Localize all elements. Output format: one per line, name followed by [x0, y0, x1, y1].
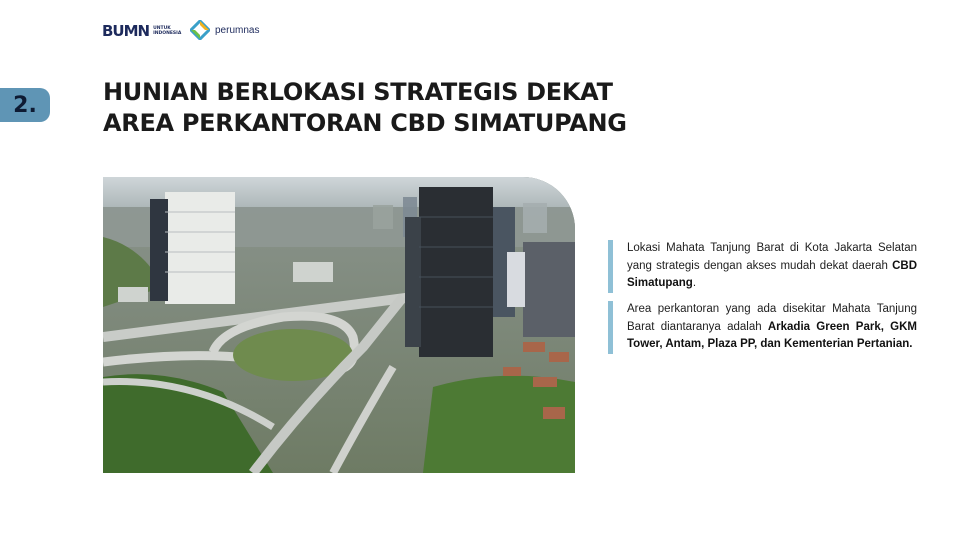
paragraph-1-bold: CBD Simatupang	[627, 259, 917, 289]
paragraph-1-text: Lokasi Mahata Tanjung Barat di Kota Jakarta Selatan yang strategis dengan akses mudah dekat daerah	[627, 242, 917, 272]
title-line-2: AREA PERKANTORAN CBD SIMATUPANG	[103, 109, 627, 137]
paragraph-offices	[608, 301, 917, 354]
bumn-logo-mark: BUMN	[102, 22, 150, 40]
slide-number: 2.	[13, 92, 37, 118]
perumnas-icon	[190, 20, 210, 40]
paragraph-2-bold: Arkadia Green Park, GKM Tower, Antam, Plaza PP, dan Kementerian Pertanian.	[627, 320, 917, 350]
paragraph-location	[608, 240, 917, 293]
paragraph-2-text: Area perkantoran yang ada disekitar Mahata Tanjung Barat diantaranya adalah	[627, 303, 917, 333]
perumnas-logo	[190, 20, 259, 40]
slide-number-badge	[0, 88, 50, 122]
perumnas-logo-text: perumnas	[215, 24, 260, 36]
bumn-logo	[102, 22, 181, 40]
title-line-1: HUNIAN BERLOKASI STRATEGIS DEKAT	[103, 78, 613, 106]
bumn-logo-tagline: UNTUK INDONESIA	[153, 26, 182, 36]
aerial-photo-cbd-simatupang	[103, 177, 575, 473]
slide-title	[103, 77, 803, 139]
paragraph-1-tail: .	[692, 277, 697, 289]
